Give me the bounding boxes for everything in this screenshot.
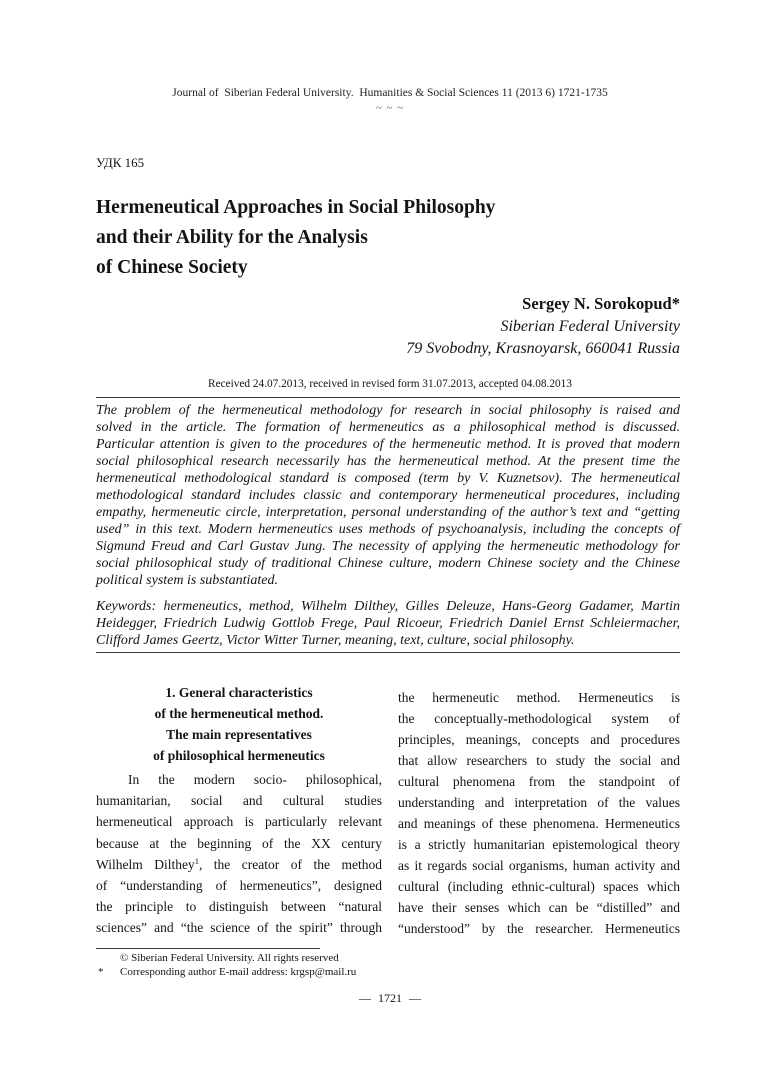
right-column-body [398,687,680,939]
body-line-right: cultural (including ethnic-cultural) spaces which [398,879,680,894]
body-line-right: as it regards social organisms, human activity and [398,858,680,873]
header-ornament: ~ ~ ~ [375,102,405,114]
body-line-left: of “understanding of hermeneutics”, designed [96,878,382,894]
body-line-right: principles, meanings, concepts and procedures [398,732,680,747]
body-line-right: understanding and interpretation of the values [398,795,680,810]
page-number: — 1721 — [359,991,421,1005]
left-column-body [96,769,382,939]
body-line-right: the conceptually-methodological system of [398,711,680,726]
body-line-left: humanitarian, social and cultural studies [96,793,382,809]
keywords-bottom-rule [96,652,680,653]
body-line-left: because at the beginning of the XX century [96,835,382,851]
journal-header: Journal of Siberian Federal University. Humanities & Social Sciences 11 (2013 6) 1721-1735 [172,87,608,99]
abstract-line: methodological standard includes classic and contemporary hermeneutical procedures, including [96,487,680,503]
keywords-line: Keywords: hermeneutics, method, Wilhelm Dilthey, Gilles Deleuze, Hans-Georg Gadamer, Martin [96,598,680,614]
author-name: Sergey N. Sorokopud* [522,294,680,313]
author-address: 79 Svobodny, Krasnoyarsk, 660041 Russia [406,340,680,357]
footnote-marker: * [98,966,104,978]
abstract-line: empathy, hermeneutic circle, interpretation, personal understanding of the author’s text and “getting [96,504,680,520]
abstract-line: used” in this text. Modern hermeneutics uses methods of psychoanalysis, including the concepts of [96,521,680,537]
abstract-top-rule [96,397,680,398]
title-line: Hermeneutical Approaches in Social Philosophy [96,197,496,218]
body-line-right: and meanings of these phenomena. Hermeneutics [398,816,680,831]
section-heading-line: 1. General characteristics [165,685,313,700]
body-line-right: the hermeneutic method. Hermeneutics is [398,690,680,705]
keywords [96,598,680,649]
abstract-line: The problem of the hermeneutical methodology for research in social philosophy is raised and [96,402,680,418]
body-line-right: cultural phenomena from the standpoint of [398,774,680,789]
abstract-line: social philosophical research necessarily has the hermeneutical method. At the present time the [96,453,680,469]
keywords-line: Clifford James Geertz, Victor Witter Turner, meaning, text, culture, social philosophy. [96,632,575,648]
abstract-line: Sigmund Freud and Carl Gustav Jung. The necessity of applying the hermeneutic methodology for [96,538,680,554]
article-title [96,193,680,283]
title-line: of Chinese Society [96,257,248,278]
body-line-right: that allow researchers to study the social and [398,753,680,768]
body-line-right: have their senses which can be “distilled” and [398,900,680,915]
keywords-line: Heidegger, Friedrich Ludwig Gottlob Frege, Paul Ricoeur, Friedrich Daniel Ernst Schleiermacher, [96,615,680,631]
section-heading [96,682,382,766]
body-line-left: In the modern socio- philosophical, [128,772,382,787]
author-affiliation: Siberian Federal University [500,317,680,335]
udc-code: УДК 165 [96,155,145,170]
abstract-line: political system is substantiated. [96,572,278,588]
abstract-line: hermeneutical methodological standard is composed (term by V. Kuznetsov). The hermeneutical [96,470,680,486]
received-dates: Received 24.07.2013, received in revised form 31.07.2013, accepted 04.08.2013 [208,378,572,390]
section-heading-line: of the hermeneutical method. [154,706,324,721]
abstract-line: Particular attention is given to the procedures of the hermeneutic method. It is proved that modern [96,436,680,452]
footnote-copyright: © Siberian Federal University. All rights reserved [120,952,339,964]
abstract-line: solved in the article. The formation of hermeneutics as a philosophical method is discussed. [96,419,680,435]
body-line-left [96,854,382,875]
section-heading-line: of philosophical hermeneutics [153,748,325,763]
title-line: and their Ability for the Analysis [96,227,368,248]
abstract [96,402,680,589]
dilthey-text: Wilhelm Dilthey [96,856,195,872]
body-line-right: “understood” by the researcher. Hermeneutics [398,921,680,936]
dilthey-line-rest: , the creator of the method [198,856,382,872]
body-line-left: sciences” and “the science of the spirit” through [96,920,382,936]
footnote-corresponding-author: Corresponding author E-mail address: krgsp@mail.ru [120,966,357,978]
body-line-left: hermeneutical approach is particularly relevant [96,814,382,830]
footnote-reference: 1 [194,855,199,866]
abstract-line: social philosophical study of traditional Chinese culture, modern Chinese society and the Chinese [96,555,680,571]
body-line-left: the principle to distinguish between “natural [96,899,382,915]
author-block [96,293,680,361]
footnote-separator [96,948,320,949]
body-line-right: is a strictly humanitarian epistemological theory [398,837,680,852]
section-heading-line: The main representatives [166,727,312,742]
